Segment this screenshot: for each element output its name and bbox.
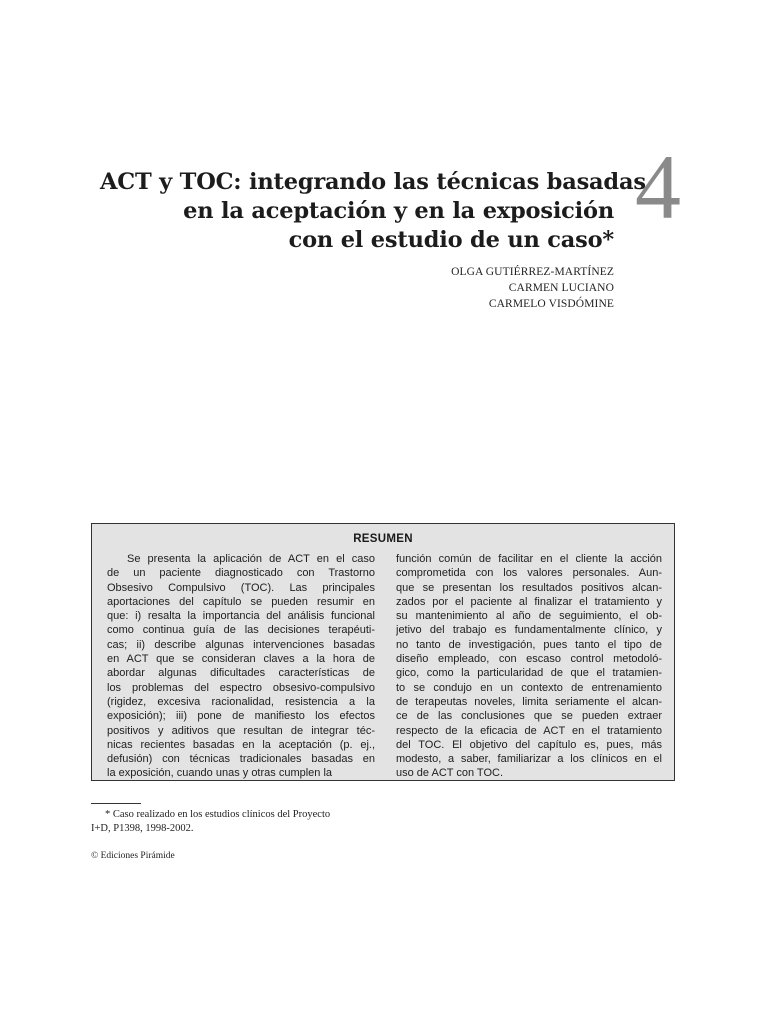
abstract-line: jetivo del trabajo es fundamentalmente clínico, y [396, 624, 662, 637]
abstract-line: diseño empleado, con escaso control metodoló- [396, 653, 662, 666]
abstract-column-left [107, 552, 375, 781]
abstract-line: to se condujo en un contexto de entrenamiento [396, 681, 662, 694]
copyright-notice: © Ediciones Pirámide [91, 851, 175, 861]
abstract-line: como continua guía de las decisiones terapéuti- [107, 624, 375, 637]
author-name: CARMEN LUCIANO [508, 282, 614, 294]
abstract-line: respecto de la eficacia de ACT en el tratamiento [396, 724, 662, 737]
abstract-line: de terapeutas noveles, limita seriamente el alcan- [396, 695, 662, 708]
abstract-line: modesto, a saber, familiarizar a los clínicos en el [396, 753, 662, 766]
footnote-rule [91, 803, 141, 804]
abstract-line: Se presenta la aplicación de ACT en el caso [127, 553, 375, 565]
abstract-line: que se presentan los resultados positivos alcan- [396, 581, 662, 594]
abstract-line: no tanto de investigación, pues tanto el tipo de [396, 638, 662, 651]
abstract-line: función común de facilitar en el cliente la acción [396, 553, 662, 565]
chapter-title [100, 168, 646, 255]
footnote-line: * Caso realizado en los estudios clínicos del Proyecto [105, 809, 331, 820]
chapter-title-line: con el estudio de un caso* [288, 227, 614, 253]
author-name: CARMELO VISDÓMINE [488, 298, 614, 310]
abstract-column-right [396, 552, 662, 781]
abstract-line: positivos y aditivos que resultan de integrar téc- [107, 724, 375, 737]
chapter-title-line: ACT y TOC: integrando las técnicas basadas [100, 169, 646, 195]
abstract-line: la exposición, cuando unas y otras cumplen la [107, 767, 333, 780]
footnote-line: I+D, P1398, 1998-2002. [91, 823, 194, 834]
abstract-line: ce de las conclusiones que se pueden extraer [396, 710, 662, 723]
abstract-line: su mantenimiento al año de seguimiento, el ob- [396, 610, 662, 623]
abstract-line: defusión) con técnicas tradicionales basadas en [107, 753, 375, 766]
author-name: OLGA GUTIÉRREZ-MARTÍNEZ [451, 266, 614, 278]
abstract-line: en ACT que se consideran claves a la hora de [107, 653, 375, 666]
abstract-line: abordar algunas dificultades características de [107, 667, 375, 680]
chapter-title-line: en la aceptación y en la exposición [183, 198, 614, 224]
abstract-line: uso de ACT con TOC. [396, 767, 504, 780]
abstract-line: del TOC. El objetivo del capítulo es, pues, más [396, 738, 662, 751]
abstract-line: Obsesivo Compulsivo (TOC). Las principales [107, 581, 375, 594]
abstract-line: que: i) resalta la importancia del análisis funcional [107, 610, 375, 623]
chapter-number: 4 [635, 136, 681, 238]
abstract-box [91, 523, 675, 781]
author-list [300, 264, 614, 312]
abstract-line: gico, como la particularidad de que el tratamien- [396, 667, 662, 680]
abstract-line: exposición); iii) pone de manifiesto los efectos [107, 710, 375, 723]
abstract-line: (rigidez, excesiva racionalidad, resistencia a la [107, 695, 375, 708]
abstract-line: aportaciones del capítulo se pueden resumir en [107, 595, 375, 608]
footnote [91, 808, 391, 836]
abstract-line: zados por el paciente al finalizar el tratamiento y [396, 595, 662, 608]
abstract-line: los problemas del espectro obsesivo-compulsivo [107, 681, 375, 694]
abstract-heading: RESUMEN [353, 533, 413, 545]
abstract-line: de un paciente diagnosticado con Trastorno [107, 567, 375, 580]
abstract-line: cas; ii) describe algunas intervenciones basadas [107, 638, 375, 651]
abstract-line: comprometida con los valores personales. Aun- [396, 567, 662, 580]
abstract-line: nicas recientes basadas en la aceptación (p. ej., [107, 738, 375, 751]
